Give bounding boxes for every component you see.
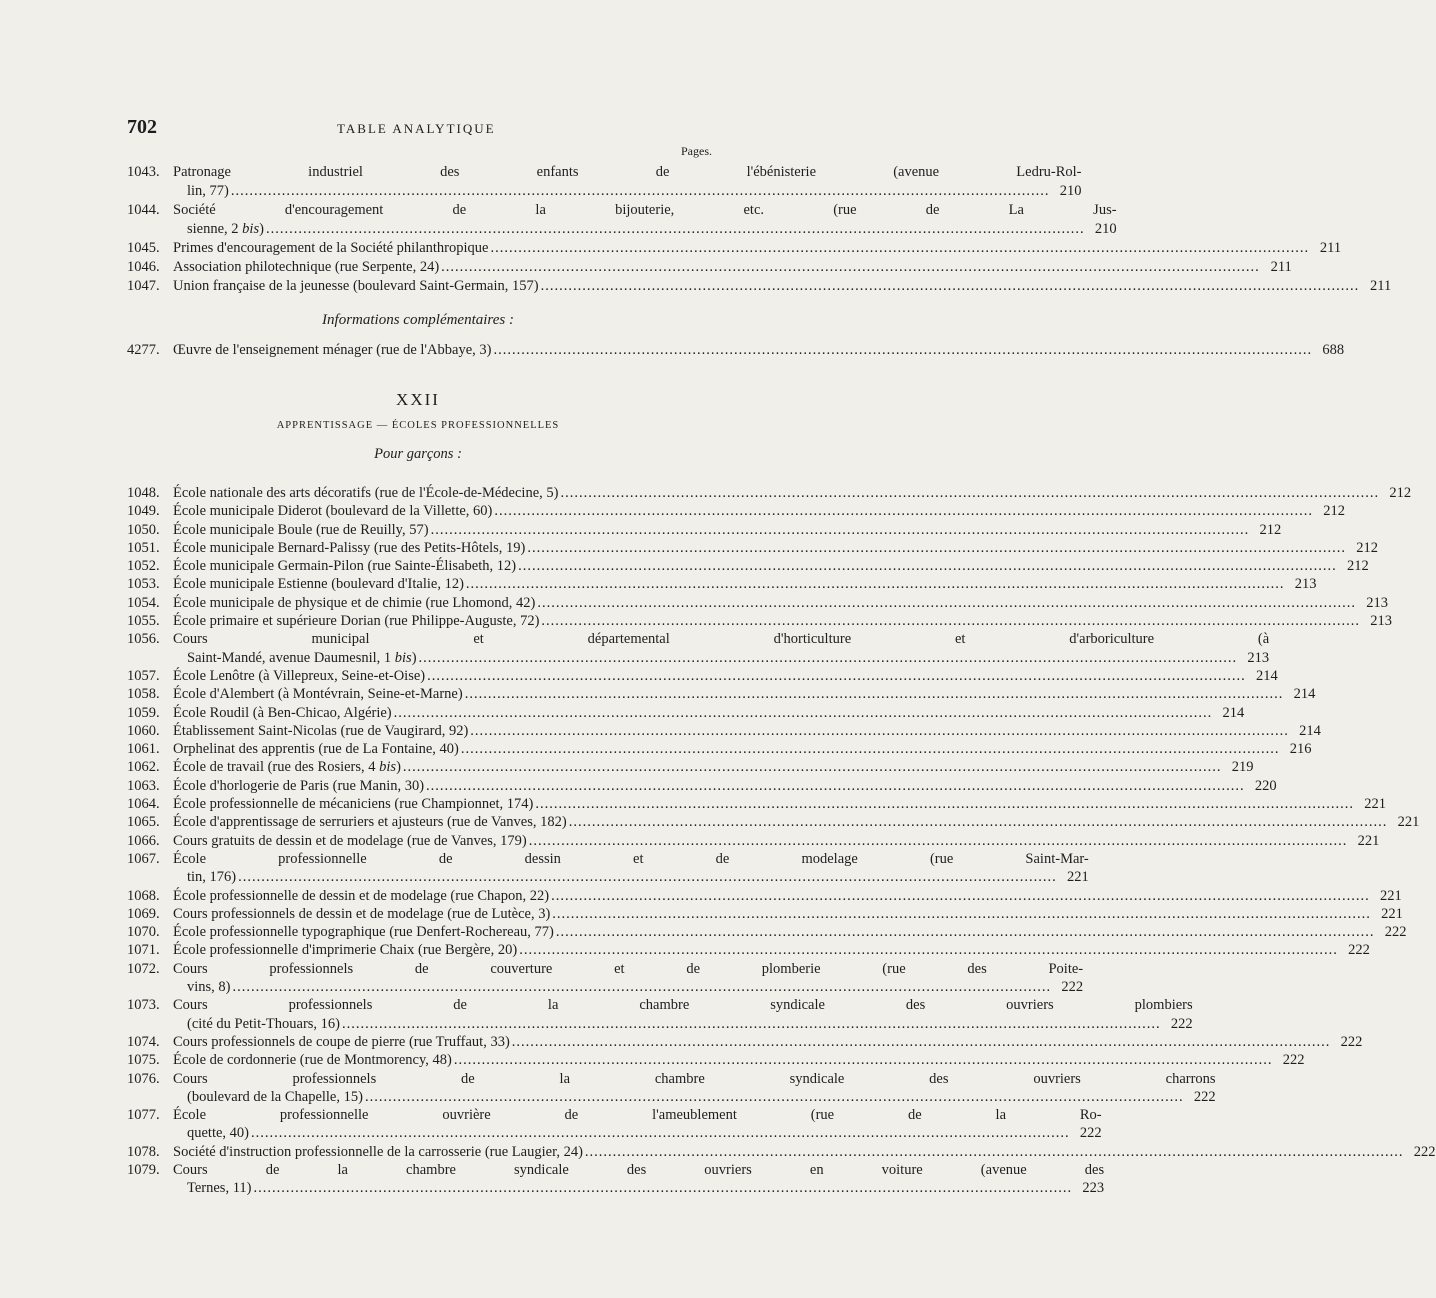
index-entry — [127, 1033, 1363, 1051]
entry-line-text: Union française de la jeunesse (boulevard Saint-Germain, 157) — [173, 278, 539, 294]
entry-line-text: École professionnelle typographique (rue Denfert-Rochereau, 77) — [173, 924, 554, 941]
index-entry — [127, 277, 1392, 296]
entry-line — [173, 575, 1317, 593]
entry-number: 1079. — [127, 1161, 160, 1178]
entry-line-text: sienne, 2 bis) — [187, 221, 264, 237]
entry-page: 213 — [1370, 613, 1393, 630]
entry-line — [173, 813, 1419, 831]
entry-text — [173, 1161, 1104, 1198]
entry-line-text: École professionnelle de mécaniciens (rue Championnet, 174) — [173, 796, 534, 813]
entry-text — [173, 521, 1281, 539]
entry-page: 212 — [1346, 558, 1369, 575]
entry-line: École professionnelle ouvrière de l'ameublement (rue de la Ro- — [173, 1107, 1102, 1124]
entry-number: 1069. — [127, 905, 160, 922]
entry-line — [173, 258, 1292, 277]
entry-line: Cours professionnels de couverture et de plomberie (rue des Poite- — [173, 960, 1084, 977]
entry-page: 212 — [1323, 503, 1345, 520]
entry-line — [173, 612, 1392, 630]
index-entry — [127, 667, 1278, 685]
entry-line — [173, 978, 1083, 996]
index-entry — [127, 594, 1389, 612]
entry-line — [173, 795, 1386, 813]
entry-text — [173, 557, 1369, 575]
dot-leader — [518, 557, 1337, 575]
index-entry — [127, 258, 1292, 277]
entry-number: 1063. — [127, 777, 160, 794]
index-entry — [127, 575, 1317, 593]
dot-leader — [465, 685, 1284, 703]
entry-number: 1045. — [127, 240, 160, 256]
entry-line — [173, 1143, 1436, 1161]
entry-page: 222 — [1340, 1033, 1363, 1050]
dot-leader — [494, 502, 1313, 520]
entry-line: Cours professionnels de la chambre syndicale des ouvriers plombiers — [173, 997, 1193, 1014]
index-entry — [127, 163, 1082, 201]
index-entry — [127, 1143, 1436, 1161]
entry-text — [173, 1070, 1216, 1107]
entry-text — [173, 887, 1402, 905]
entry-line — [173, 868, 1089, 886]
index-entry — [127, 758, 1254, 776]
entry-line-text: Primes d'encouragement de la Société philanthropique — [173, 240, 489, 256]
entry-number: 1055. — [127, 613, 160, 630]
index-entry — [127, 832, 1380, 850]
dot-leader — [466, 575, 1285, 593]
entry-page: 214 — [1299, 722, 1321, 739]
entry-text — [173, 539, 1378, 557]
entry-number: 1072. — [127, 960, 160, 977]
entry-number: 1043. — [127, 164, 160, 180]
dot-leader — [527, 539, 1346, 557]
dot-leader — [441, 258, 1260, 277]
entry-line: Cours municipal et départemental d'horticulture et d'arboriculture (à — [173, 631, 1270, 648]
entry-number: 1064. — [127, 796, 160, 813]
pages-column-label: Pages. — [681, 144, 712, 158]
index-entry — [127, 1070, 1216, 1107]
index-entry — [127, 905, 1403, 923]
dot-leader — [394, 704, 1213, 722]
entry-page: 221 — [1357, 832, 1380, 849]
entry-text — [173, 905, 1403, 923]
entry-page: 222 — [1348, 942, 1370, 959]
entry-line — [173, 239, 1341, 258]
entry-number: 1061. — [127, 741, 160, 758]
entry-line — [173, 539, 1378, 557]
entry-number: 1067. — [127, 850, 160, 867]
entry-line — [173, 1051, 1305, 1069]
entry-line-text: École de cordonnerie (rue de Montmorency, 48) — [173, 1052, 452, 1069]
dot-leader — [552, 905, 1371, 923]
entry-page: 214 — [1222, 704, 1245, 721]
entry-line-text: Cours gratuits de dessin et de modelage (rue de Vanves, 179) — [173, 832, 527, 849]
entry-line — [173, 277, 1391, 296]
entry-line — [173, 649, 1269, 667]
entry-number: 4277. — [127, 342, 160, 358]
index-entry — [127, 813, 1420, 831]
entry-line-text: (cité du Petit-Thouars, 16) — [187, 1015, 341, 1032]
entry-line — [173, 1015, 1193, 1033]
entry-number: 1057. — [127, 667, 160, 684]
entry-text — [173, 201, 1117, 239]
entry-text — [173, 996, 1193, 1033]
running-title: TABLE ANALYTIQUE — [337, 121, 496, 136]
entry-line — [173, 832, 1379, 850]
entry-line-text: lin, 77) — [187, 183, 229, 199]
entry-page: 213 — [1294, 576, 1317, 593]
entry-page: 213 — [1247, 649, 1270, 666]
dot-leader — [266, 220, 1085, 239]
dot-leader — [251, 1124, 1070, 1142]
entry-line — [173, 777, 1277, 795]
entry-line — [173, 722, 1321, 740]
entry-line — [173, 923, 1407, 941]
dot-leader — [426, 777, 1245, 795]
entry-number: 1077. — [127, 1107, 160, 1124]
entry-line: Patronage industriel des enfants de l'ébénisterie (avenue Ledru-Rol- — [173, 164, 1082, 180]
entry-text — [173, 1051, 1305, 1069]
entry-number: 1056. — [127, 631, 160, 648]
entry-page: 222 — [1193, 1088, 1216, 1105]
entry-line — [173, 484, 1411, 502]
entry-page: 216 — [1289, 741, 1312, 758]
index-entry — [127, 1051, 1305, 1069]
index-entry — [127, 740, 1312, 758]
entry-line-text: École primaire et supérieure Dorian (rue Philippe-Auguste, 72) — [173, 613, 540, 630]
chapter-number: XXII — [396, 390, 440, 409]
entry-text — [173, 777, 1277, 795]
index-entry — [127, 1106, 1102, 1143]
index-entry — [127, 850, 1089, 887]
entry-number: 1062. — [127, 759, 160, 776]
entry-line-text: École Roudil (à Ben-Chicao, Algérie) — [173, 704, 392, 721]
page-number: 702 — [127, 116, 157, 138]
entry-page: 222 — [1282, 1052, 1305, 1069]
entry-text — [173, 722, 1321, 740]
entry-page: 220 — [1254, 777, 1277, 794]
entry-line — [173, 685, 1315, 703]
entry-number: 1065. — [127, 814, 160, 831]
dot-leader — [427, 667, 1246, 685]
entry-number: 1078. — [127, 1143, 160, 1160]
entry-number: 1074. — [127, 1033, 160, 1050]
entry-line-text: Établissement Saint-Nicolas (rue de Vaugirard, 92) — [173, 722, 469, 739]
entry-text — [173, 704, 1244, 722]
index-entry — [127, 777, 1277, 795]
entry-number: 1059. — [127, 704, 160, 721]
entry-page: 221 — [1397, 814, 1420, 831]
entry-page: 223 — [1082, 1180, 1105, 1197]
entry-number: 1052. — [127, 558, 160, 575]
index-entry — [127, 612, 1393, 630]
index-entry — [127, 1161, 1105, 1198]
entry-text — [173, 239, 1341, 258]
index-entry — [127, 484, 1412, 502]
entry-line-text: École municipale Diderot (boulevard de la Villette, 60) — [173, 503, 493, 520]
entry-text — [173, 667, 1278, 685]
entry-text — [173, 630, 1269, 667]
dot-leader — [454, 1051, 1273, 1069]
entry-line — [173, 502, 1345, 520]
entry-page: 688 — [1322, 342, 1345, 358]
entry-page: 211 — [1270, 259, 1292, 275]
entry-line: Cours de la chambre syndicale des ouvriers en voiture (avenue des — [173, 1161, 1105, 1178]
entry-text — [173, 740, 1312, 758]
entry-page: 214 — [1255, 667, 1278, 684]
entry-number: 1073. — [127, 997, 160, 1014]
entry-page: 222 — [1079, 1125, 1102, 1142]
dot-leader — [541, 277, 1360, 296]
entry-line — [173, 905, 1403, 923]
entry-text — [173, 594, 1388, 612]
entry-line — [173, 758, 1254, 776]
entry-line-text: École Lenôtre (à Villepreux, Seine-et-Oise) — [173, 667, 426, 684]
index-entry — [127, 521, 1282, 539]
entry-page: 214 — [1293, 686, 1316, 703]
dot-leader — [541, 612, 1360, 630]
entry-number: 1058. — [127, 686, 160, 703]
entry-text — [173, 258, 1292, 277]
entry-page: 221 — [1364, 796, 1386, 813]
dot-leader — [537, 594, 1356, 612]
entry-page: 211 — [1370, 278, 1392, 294]
entry-line — [173, 521, 1281, 539]
entry-number: 1066. — [127, 832, 160, 849]
entry-text — [173, 832, 1379, 850]
entry-number: 1051. — [127, 539, 160, 556]
entry-line — [173, 740, 1312, 758]
entry-page: 210 — [1094, 221, 1117, 237]
entry-text — [173, 960, 1083, 997]
entry-text — [173, 795, 1386, 813]
entry-line — [173, 1124, 1102, 1142]
entry-page: 221 — [1381, 905, 1403, 922]
entry-line: Société d'encouragement de la bijouterie, etc. (rue de La Jus- — [173, 202, 1117, 218]
index-entry — [127, 685, 1316, 703]
entry-number: 1070. — [127, 924, 160, 941]
entry-text — [173, 758, 1254, 776]
entry-line — [173, 1088, 1216, 1106]
entry-text — [173, 685, 1315, 703]
entry-text — [173, 813, 1419, 831]
index-entry — [127, 539, 1378, 557]
entry-text — [173, 502, 1345, 520]
entry-line-text: École municipale Germain-Pilon (rue Sainte-Élisabeth, 12) — [173, 558, 517, 575]
entry-text — [173, 1106, 1102, 1143]
entry-page: 211 — [1319, 240, 1342, 256]
entry-line-text: Cours professionnels de coupe de pierre (rue Truffaut, 33) — [173, 1033, 510, 1050]
dot-leader — [470, 722, 1289, 740]
index-entry — [127, 941, 1370, 959]
entry-line — [173, 220, 1117, 239]
entry-number: 1049. — [127, 503, 160, 520]
entry-number: 1076. — [127, 1070, 160, 1087]
dot-leader — [569, 813, 1388, 831]
entry-number: 1053. — [127, 576, 160, 593]
entry-text — [173, 484, 1411, 502]
page-header — [127, 116, 709, 140]
chapter-subtitle: Pour garçons : — [374, 446, 462, 462]
index-entry — [127, 239, 1342, 258]
entry-text — [173, 341, 1344, 360]
entry-line: Cours professionnels de la chambre syndicale des ouvriers charrons — [173, 1070, 1216, 1087]
entry-line-text: Ternes, 11) — [187, 1180, 252, 1197]
dot-leader — [560, 484, 1379, 502]
dot-leader — [493, 341, 1312, 360]
entry-page: 212 — [1356, 539, 1378, 556]
entry-line-text: École municipale Estienne (boulevard d'Italie, 12) — [173, 576, 464, 593]
index-entry — [127, 996, 1193, 1033]
entry-line — [173, 1033, 1362, 1051]
chapter-title: APPRENTISSAGE — ÉCOLES PROFESSIONNELLES — [276, 420, 560, 431]
dot-leader — [585, 1143, 1404, 1161]
entry-page: 212 — [1259, 521, 1282, 538]
entry-line-text: quette, 40) — [187, 1125, 250, 1142]
entry-line-text: École professionnelle d'imprimerie Chaix (rue Bergère, 20) — [173, 942, 518, 959]
entry-line-text: Association philotechnique (rue Serpente, 24) — [173, 259, 440, 275]
entry-page: 222 — [1384, 924, 1407, 941]
entry-line — [173, 341, 1344, 360]
entries-section-2 — [127, 341, 1345, 360]
entry-text — [173, 1033, 1362, 1051]
index-entry — [127, 795, 1386, 813]
index-entry — [127, 502, 1345, 520]
entry-text — [173, 923, 1407, 941]
dot-leader — [233, 978, 1052, 996]
entries-section-1 — [127, 163, 1392, 296]
index-entry — [127, 923, 1407, 941]
entry-page: 210 — [1059, 183, 1082, 199]
entry-line-text: (boulevard de la Chapelle, 15) — [187, 1088, 363, 1105]
dot-leader — [365, 1088, 1184, 1106]
entry-page: 213 — [1366, 594, 1389, 611]
entry-line-text: École nationale des arts décoratifs (rue de l'École-de-Médecine, 5) — [173, 485, 559, 501]
entries-section-3 — [127, 484, 1436, 1198]
dot-leader — [461, 740, 1280, 758]
entry-number: 1046. — [127, 259, 160, 275]
index-entry — [127, 722, 1321, 740]
entry-line-text: Orphelinat des apprentis (rue de La Fontaine, 40) — [173, 741, 459, 758]
entry-line — [173, 594, 1388, 612]
entry-number: 1044. — [127, 202, 160, 218]
dot-leader — [342, 1015, 1161, 1033]
dot-leader — [490, 239, 1309, 258]
entry-text — [173, 941, 1370, 959]
entry-text — [173, 277, 1391, 296]
entry-line-text: École municipale Bernard-Palissy (rue des Petits-Hôtels, 19) — [173, 539, 526, 556]
entry-page: 222 — [1061, 979, 1084, 996]
index-entry — [127, 704, 1245, 722]
entry-line-text: École d'Alembert (à Montévrain, Seine-et-Marne) — [173, 686, 463, 703]
entry-text — [173, 575, 1317, 593]
entry-page: 219 — [1231, 759, 1254, 776]
index-entry — [127, 557, 1369, 575]
dot-leader — [551, 887, 1370, 905]
entry-page: 222 — [1170, 1015, 1193, 1032]
entry-text — [173, 850, 1089, 887]
entry-number: 1060. — [127, 722, 160, 739]
entry-text — [173, 163, 1082, 201]
entry-line — [173, 941, 1370, 959]
entry-line — [173, 182, 1082, 201]
entry-line — [173, 1179, 1104, 1197]
dot-leader — [231, 182, 1050, 201]
entry-page: 212 — [1389, 485, 1412, 501]
entry-line-text: Cours professionnels de dessin et de modelage (rue de Lutèce, 3) — [173, 905, 551, 922]
info-heading: Informations complémentaires : — [322, 312, 514, 328]
entry-line-text: Œuvre de l'enseignement ménager (rue de l'Abbaye, 3) — [173, 342, 492, 358]
entry-number: 1047. — [127, 278, 160, 294]
entry-page: 222 — [1413, 1143, 1436, 1160]
index-entry — [127, 341, 1345, 360]
entry-line-text: École de travail (rue des Rosiers, 4 bis) — [173, 759, 401, 776]
entry-line-text: École d'apprentissage de serruriers et ajusteurs (rue de Vanves, 182) — [173, 814, 567, 831]
entry-page: 221 — [1067, 869, 1089, 886]
dot-leader — [253, 1179, 1072, 1197]
entry-line-text: vins, 8) — [187, 979, 231, 996]
dot-leader — [403, 758, 1222, 776]
entry-text — [173, 612, 1392, 630]
entry-line-text: Société d'instruction professionnelle de la carrosserie (rue Laugier, 24) — [173, 1143, 583, 1160]
dot-leader — [556, 923, 1375, 941]
dot-leader — [529, 832, 1348, 850]
dot-leader — [535, 795, 1354, 813]
dot-leader — [419, 649, 1238, 667]
entry-number: 1048. — [127, 485, 160, 501]
entry-number: 1050. — [127, 521, 160, 538]
index-entry — [127, 630, 1270, 667]
index-entry — [127, 201, 1117, 239]
entry-number: 1075. — [127, 1052, 160, 1069]
entry-line — [173, 667, 1278, 685]
entry-number: 1068. — [127, 887, 160, 904]
index-entry — [127, 960, 1084, 997]
entry-line-text: École d'horlogerie de Paris (rue Manin, 30) — [173, 777, 425, 794]
entry-number: 1071. — [127, 942, 160, 959]
entry-line-text: tin, 176) — [187, 869, 237, 886]
entry-line-text: École professionnelle de dessin et de modelage (rue Chapon, 22) — [173, 887, 550, 904]
dot-leader — [238, 868, 1057, 886]
index-entry — [127, 887, 1402, 905]
entry-page: 221 — [1379, 887, 1402, 904]
entry-line-text: École municipale de physique et de chimie (rue Lhomond, 42) — [173, 594, 536, 611]
entry-number: 1054. — [127, 594, 160, 611]
dot-leader — [512, 1033, 1331, 1051]
dot-leader — [431, 521, 1250, 539]
dot-leader — [519, 941, 1338, 959]
entry-line: École professionnelle de dessin et de modelage (rue Saint-Mar- — [173, 850, 1089, 867]
entry-line-text: Saint-Mandé, avenue Daumesnil, 1 bis) — [187, 649, 417, 666]
entry-line — [173, 704, 1244, 722]
entry-text — [173, 1143, 1436, 1161]
entry-line — [173, 887, 1402, 905]
entry-line — [173, 557, 1369, 575]
entry-line-text: École municipale Boule (rue de Reuilly, 57) — [173, 521, 429, 538]
